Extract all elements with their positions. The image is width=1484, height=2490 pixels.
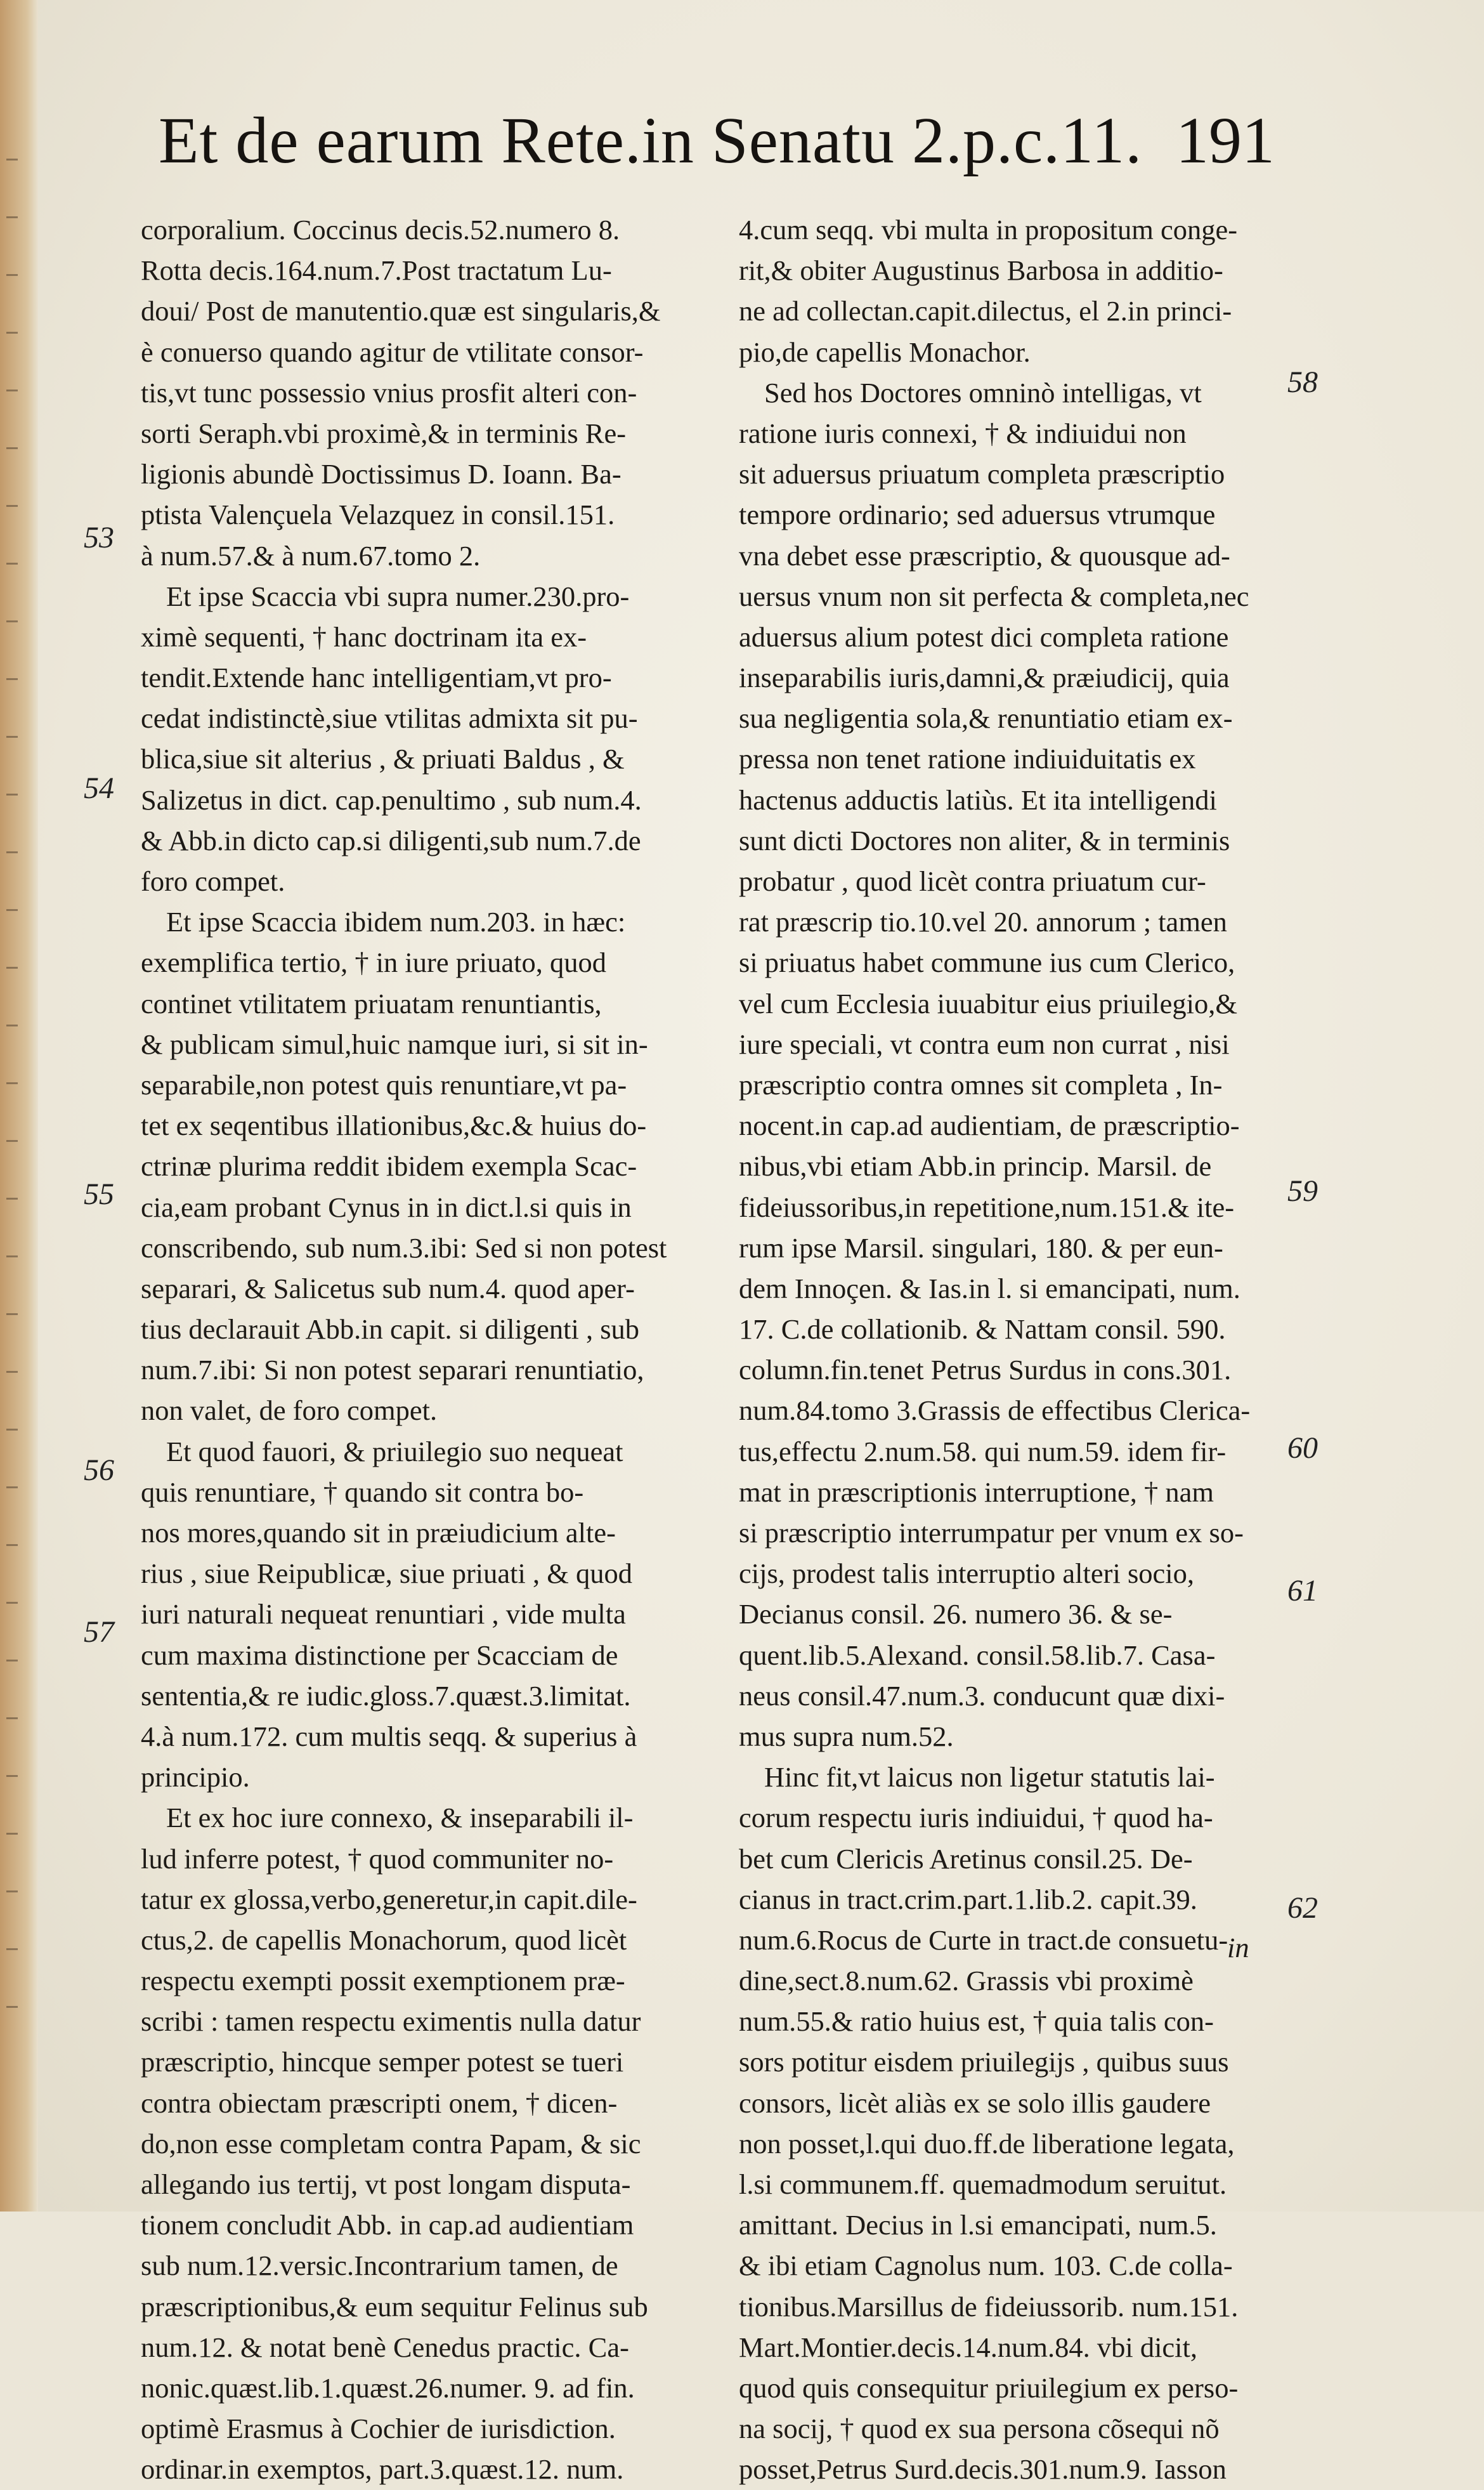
text-line: tionem concludit Abb. in cap.ad audientiam — [141, 2209, 634, 2241]
text-line: nibus,vbi etiam Abb.in princip. Marsil. de — [739, 1150, 1212, 1183]
text-line: & ibi etiam Cagnolus num. 103. C.de colla- — [739, 2250, 1233, 2282]
text-line: non valet, de foro compet. — [141, 1394, 438, 1427]
text-line: lud inferre potest, † quod communiter no- — [141, 1842, 614, 1875]
text-line: column.fin.tenet Petrus Surdus in cons.301. — [739, 1354, 1232, 1386]
text-line: quis renuntiare, † quando sit contra bo- — [141, 1476, 584, 1508]
text-line: quod quis consequitur priuilegium ex perso- — [739, 2371, 1239, 2404]
text-line: si priuatus habet commune ius cum Clerico, — [739, 947, 1235, 979]
left-column — [141, 209, 689, 2490]
text-line: allegando ius tertij, vt post longam disputa- — [141, 2168, 631, 2200]
text-line: cijs, prodest talis interruptio alteri socio, — [739, 1557, 1195, 1590]
text-line: Et ipse Scaccia ibidem num.203. in hæc: — [166, 906, 626, 938]
text-line: nonic.quæst.lib.1.quæst.26.numer. 9. ad fin. — [141, 2371, 635, 2404]
margin-number-55: 55 — [84, 1177, 114, 1211]
text-line: num.7.ibi: Si non potest separari renuntiatio, — [141, 1354, 644, 1386]
text-line: ratione iuris connexi, † & indiuidui non — [739, 417, 1187, 449]
page-number: 191 — [1176, 104, 1275, 177]
text-line: nocent.in cap.ad audientiam, de præscriptio- — [739, 1110, 1240, 1142]
binding-marks — [0, 159, 25, 2125]
text-line: do,non esse completam contra Papam, & sic — [141, 2127, 641, 2159]
text-line: sit aduersus priuatum completa præscriptio — [739, 458, 1225, 490]
text-line: tendit.Extende hanc intelligentiam,vt pro- — [141, 662, 612, 694]
text-line: rat præscrip tio.10.vel 20. annorum ; tamen — [739, 906, 1227, 938]
text-line: Rotta decis.164.num.7.Post tractatum Lu- — [141, 254, 612, 287]
text-line: blica,siue sit alterius , & priuati Baldus , & — [141, 743, 625, 775]
text-line: ligionis abundè Doctissimus D. Ioann. Ba- — [141, 458, 622, 490]
text-line: contra obiectam præscripti onem, † dicen- — [141, 2087, 618, 2119]
text-line: separari, & Salicetus sub num.4. quod aper- — [141, 1272, 635, 1304]
margin-number-56: 56 — [84, 1453, 114, 1487]
text-line: cum maxima distinctione per Scacciam de — [141, 1639, 618, 1671]
text-line: corporalium. Coccinus decis.52.numero 8. — [141, 214, 620, 246]
text-line: tius declarauit Abb.in capit. si diligenti , sub — [141, 1313, 640, 1346]
margin-number-53: 53 — [84, 521, 114, 554]
text-line: 4.cum seqq. vbi multa in propositum conge- — [739, 214, 1238, 246]
text-line: iure speciali, vt contra eum non currat , nisi — [739, 1028, 1230, 1060]
text-line: inseparabilis iuris,damni,& præiudicij, quia — [739, 662, 1230, 694]
text-line: scribi : tamen respectu eximentis nulla datur — [141, 2005, 641, 2038]
text-line: Decianus consil. 26. numero 36. & se- — [739, 1598, 1173, 1630]
text-line: pressa non tenet ratione indiuiduitatis ex — [739, 743, 1196, 775]
text-line: ximè sequenti, † hanc doctrinam ita ex- — [141, 620, 587, 653]
text-line: consors, licèt aliàs ex se solo illis gaudere — [739, 2087, 1211, 2119]
text-line: separabile,non potest quis renuntiare,vt pa- — [141, 1068, 627, 1101]
text-line: Sed hos Doctores omninò intelligas, vt — [764, 376, 1202, 409]
margin-number-59: 59 — [1287, 1174, 1318, 1208]
right-column — [739, 209, 1283, 2490]
text-line: na socij, † quod ex sua persona cõsequi nõ — [739, 2413, 1220, 2445]
text-line: præscriptionibus,& eum sequitur Felinus sub — [141, 2290, 648, 2323]
text-line: num.84.tomo 3.Grassis de effectibus Clerica- — [739, 1394, 1251, 1427]
text-line: à num.57.& à num.67.tomo 2. — [141, 539, 481, 572]
text-line: vel cum Ecclesia iuuabitur eius priuilegio,& — [739, 987, 1237, 1019]
text-line: Mart.Montier.decis.14.num.84. vbi dicit, — [739, 2331, 1198, 2363]
text-line: nos mores,quando sit in præiudicium alte- — [141, 1517, 616, 1549]
page-header — [159, 104, 1275, 197]
text-line: cia,eam probant Cynus in in dict.l.si quis in — [141, 1191, 632, 1223]
text-line: optimè Erasmus à Cochier de iurisdiction. — [141, 2413, 616, 2445]
text-line: fideiussoribus,in repetitione,num.151.& ite- — [739, 1191, 1235, 1223]
text-line: Et quod fauori, & priuilegio suo nequeat — [166, 1435, 623, 1467]
text-line: conscribendo, sub num.3.ibi: Sed si non potest — [141, 1231, 667, 1264]
text-line: pio,de capellis Monachor. — [739, 336, 1031, 368]
text-line: rum ipse Marsil. singulari, 180. & per eun- — [739, 1231, 1223, 1264]
text-line: exemplifica tertio, † in iure priuato, quod — [141, 947, 607, 979]
text-line: respectu exempti possit exemptionem præ- — [141, 1965, 625, 1997]
text-line: ne ad collectan.capit.dilectus, el 2.in princi- — [739, 295, 1232, 327]
text-line: num.12. & notat benè Cenedus practic. Ca- — [141, 2331, 629, 2363]
text-line: bet cum Clericis Aretinus consil.25. De- — [739, 1842, 1193, 1875]
text-line: mus supra num.52. — [739, 1720, 954, 1752]
text-line: sub num.12.versic.Incontrarium tamen, de — [141, 2250, 618, 2282]
running-head: Et de earum Rete.in Senatu 2.p.c.11. — [159, 104, 1143, 177]
text-line: præscriptio contra omnes sit completa , In- — [739, 1068, 1223, 1101]
margin-number-57: 57 — [84, 1615, 114, 1649]
text-line: num.6.Rocus de Curte in tract.de consuetu- — [739, 1923, 1228, 1956]
text-line: cianus in tract.crim.part.1.lib.2. capit.39. — [739, 1883, 1197, 1915]
text-line: ctus,2. de capellis Monachorum, quod licèt — [141, 1923, 627, 1956]
text-line: & publicam simul,huic namque iuri, si sit in- — [141, 1028, 648, 1060]
text-line: tatur ex glossa,verbo,generetur,in capit.dile- — [141, 1883, 637, 1915]
text-line: dem Innoçen. & Ias.in l. si emancipati, num. — [739, 1272, 1240, 1304]
text-line: mat in præscriptionis interruptione, † nam — [739, 1476, 1214, 1508]
text-line: sors potitur eisdem priuilegijs , quibus suus — [739, 2046, 1229, 2078]
text-line: sorti Seraph.vbi proximè,& in terminis Re- — [141, 417, 627, 449]
text-line: è conuerso quando agitur de vtilitate consor- — [141, 336, 644, 368]
text-line: ctrinæ plurima reddit ibidem exempla Scac- — [141, 1150, 637, 1183]
text-line: principio. — [141, 1761, 250, 1793]
text-line: si præscriptio interrumpatur per vnum ex so- — [739, 1517, 1244, 1549]
text-line: tis,vt tunc possessio vnius prosfit alteri con- — [141, 376, 637, 409]
text-line: non posset,l.qui duo.ff.de liberatione legata, — [739, 2127, 1235, 2159]
text-line: hactenus adductis latiùs. Et ita intelligendi — [739, 783, 1217, 816]
catchword: in — [1227, 1932, 1249, 1963]
text-line: sua negligentia sola,& renuntiatio etiam ex- — [739, 702, 1233, 735]
text-line: & Abb.in dicto cap.si diligenti,sub num.7.de — [141, 824, 641, 856]
text-line: dine,sect.8.num.62. Grassis vbi proximè — [739, 1965, 1194, 1997]
text-line: vna debet esse præscriptio, & quousque ad- — [739, 539, 1230, 572]
text-line: Et ex hoc iure connexo, & inseparabili il- — [166, 1802, 634, 1834]
text-line: doui/ Post de manutentio.quæ est singularis,& — [141, 295, 661, 327]
text-line: tionibus.Marsillus de fideiussorib. num.151. — [739, 2290, 1239, 2323]
text-line: continet vtilitatem priuatam renuntiantis, — [141, 987, 602, 1019]
text-line: l.si communem.ff. quemadmodum seruitut. — [739, 2168, 1227, 2200]
text-line: iuri naturali nequeat renuntiari , vide multa — [141, 1598, 626, 1630]
text-line: tempore ordinario; sed aduersus vtrumque — [739, 499, 1216, 531]
text-line: aduersus alium potest dici completa ratione — [739, 620, 1229, 653]
text-line: Hinc fit,vt laicus non ligetur statutis lai- — [764, 1761, 1215, 1793]
text-line: rit,& obiter Augustinus Barbosa in additio- — [739, 254, 1223, 287]
text-line: corum respectu iuris indiuidui, † quod ha- — [739, 1802, 1213, 1834]
text-line: 4.à num.172. cum multis seqq. & superius à — [141, 1720, 637, 1752]
text-line: tet ex seqentibus illationibus,&c.& huius do- — [141, 1110, 647, 1142]
text-line: probatur , quod licèt contra priuatum cur- — [739, 865, 1206, 897]
text-line: posset,Petrus Surd.decis.301.num.9. Iasson — [739, 2453, 1227, 2486]
margin-number-60: 60 — [1287, 1431, 1318, 1465]
text-line: tus,effectu 2.num.58. qui num.59. idem fir- — [739, 1435, 1227, 1467]
margin-number-54: 54 — [84, 771, 114, 805]
text-line: num.55.& ratio huius est, † quia talis con- — [739, 2005, 1214, 2038]
margin-number-61: 61 — [1287, 1574, 1318, 1608]
text-line: uersus vnum non sit perfecta & completa,nec — [739, 580, 1249, 612]
text-line: rius , siue Reipublicæ, siue priuati , & quod — [141, 1557, 632, 1590]
text-line: Et ipse Scaccia vbi supra numer.230.pro- — [166, 580, 630, 612]
text-line: Salizetus in dict. cap.penultimo , sub num.4. — [141, 783, 642, 816]
text-line: ordinar.in exemptos, part.3.quæst.12. num. — [141, 2453, 624, 2486]
text-line: neus consil.47.num.3. conducunt quæ dixi- — [739, 1679, 1225, 1712]
text-line: sunt dicti Doctores non aliter, & in terminis — [739, 824, 1230, 856]
text-line: quent.lib.5.Alexand. consil.58.lib.7. Casa- — [739, 1639, 1216, 1671]
text-line: cedat indistinctè,siue vtilitas admixta sit pu- — [141, 702, 638, 735]
margin-number-62: 62 — [1287, 1891, 1318, 1925]
text-line: amittant. Decius in l.si emancipati, num.5. — [739, 2209, 1217, 2241]
text-line: præscriptio, hincque semper potest se tueri — [141, 2046, 624, 2078]
text-line: foro compet. — [141, 865, 285, 897]
text-line: 17. C.de collationib. & Nattam consil. 590. — [739, 1313, 1226, 1346]
text-line: ptista Valençuela Velazquez in consil.151. — [141, 499, 615, 531]
text-line: sententia,& re iudic.gloss.7.quæst.3.limitat. — [141, 1679, 631, 1712]
margin-number-58: 58 — [1287, 365, 1318, 399]
